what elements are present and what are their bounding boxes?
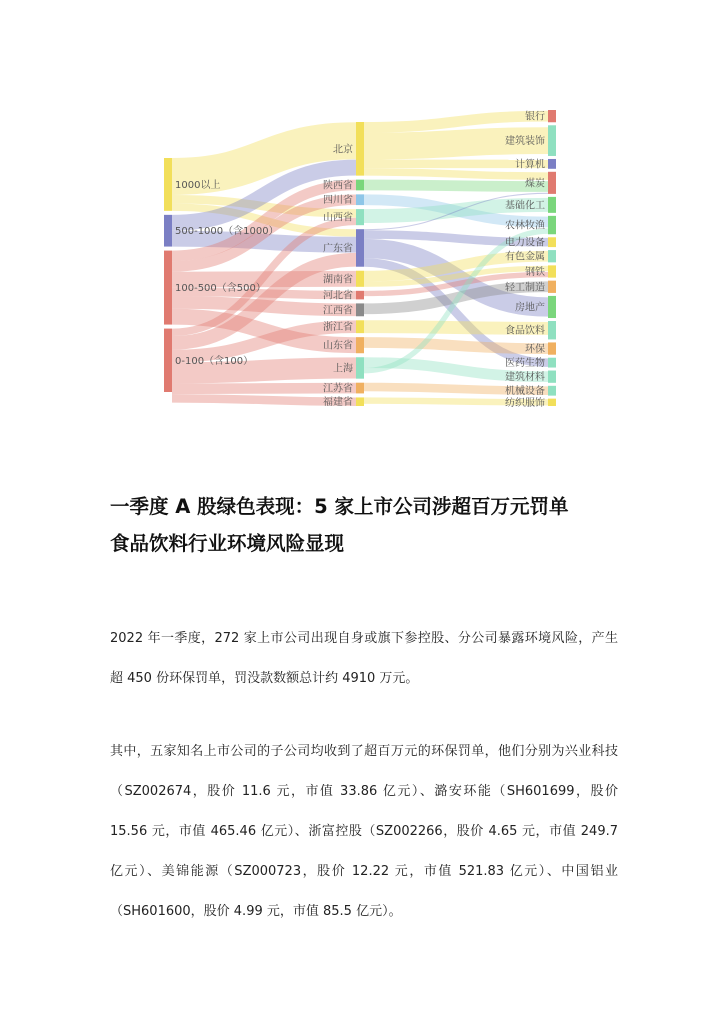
sankey-label-middle-1: 陕西省 [323, 180, 353, 192]
sankey-node-middle-10 [356, 357, 364, 378]
sankey-label-middle-3: 山西省 [323, 212, 353, 224]
sankey-label-right-1: 建筑装饰 [505, 136, 545, 148]
sankey-node-middle-0 [356, 122, 364, 176]
sankey-node-middle-7 [356, 303, 364, 316]
sankey-node-right-2 [548, 159, 556, 169]
sankey-link-left-middle-14 [172, 368, 356, 373]
sankey-label-right-6: 电力设备 [505, 237, 545, 249]
sankey-chart [150, 100, 570, 420]
sankey-node-left-2 [164, 251, 172, 325]
sankey-node-middle-3 [356, 209, 364, 225]
sankey-link-middle-right-0 [364, 116, 548, 127]
sankey-node-middle-12 [356, 397, 364, 406]
article-headline-line2: 食品饮料行业环境风险显现 [110, 532, 345, 555]
sankey-node-middle-4 [356, 229, 364, 267]
sankey-node-middle-11 [356, 383, 364, 394]
sankey-node-right-13 [548, 358, 556, 368]
sankey-link-middle-right-4 [364, 185, 548, 187]
sankey-label-right-7: 有色金属 [505, 251, 545, 263]
sankey-label-middle-2: 四川省 [323, 195, 353, 207]
sankey-node-right-14 [548, 371, 556, 383]
sankey-label-middle-6: 河北省 [323, 290, 353, 302]
sankey-node-right-10 [548, 296, 556, 318]
sankey-node-left-0 [164, 158, 172, 211]
sankey-node-right-16 [548, 399, 556, 406]
article-paragraph-1: 2022 年一季度，272 家上市公司出现自身或旗下参控股、分公司暴露环境风险，产生超 450 份环保罚单，罚没款数额总计约 4910 万元。 [110, 631, 618, 686]
sankey-node-middle-1 [356, 180, 364, 191]
sankey-node-left-3 [164, 329, 172, 392]
sankey-label-right-15: 机械设备 [505, 386, 545, 398]
sankey-node-right-3 [548, 172, 556, 194]
sankey-label-middle-8: 浙江省 [323, 322, 353, 334]
sankey-link-middle-right-16 [364, 343, 548, 349]
sankey-label-right-13: 医药生物 [505, 358, 545, 370]
sankey-label-right-5: 农林牧渔 [505, 220, 545, 232]
sankey-label-right-3: 煤炭 [525, 178, 545, 190]
sankey-label-middle-4: 广东省 [323, 243, 353, 255]
sankey-label-middle-5: 湖南省 [323, 274, 353, 286]
sankey-node-right-1 [548, 125, 556, 156]
sankey-label-right-10: 房地产 [515, 302, 545, 314]
sankey-label-right-16: 纺织服饰 [505, 397, 545, 409]
sankey-label-right-12: 环保 [525, 344, 545, 356]
sankey-node-right-15 [548, 386, 556, 396]
sankey-label-middle-11: 江苏省 [323, 383, 353, 395]
sankey-link-middle-right-3 [364, 172, 548, 176]
sankey-node-right-8 [548, 265, 556, 277]
sankey-node-right-5 [548, 216, 556, 234]
sankey-label-left-3: 0-100（含100） [175, 355, 254, 367]
sankey-label-middle-7: 江西省 [323, 305, 353, 317]
article-headline-line1: 一季度 A 股绿色表现：5 家上市公司涉超百万元罚单 [110, 495, 569, 518]
sankey-label-right-9: 轻工制造 [505, 282, 545, 294]
sankey-node-middle-8 [356, 320, 364, 333]
sankey-label-right-2: 计算机 [515, 159, 545, 171]
sankey-node-middle-6 [356, 291, 364, 300]
sankey-node-middle-9 [356, 337, 364, 353]
sankey-node-right-11 [548, 321, 556, 339]
sankey-label-middle-12: 福建省 [323, 397, 353, 409]
sankey-label-left-1: 500-1000（含1000） [175, 226, 279, 238]
sankey-node-middle-2 [356, 194, 364, 205]
sankey-label-right-11: 食品饮料 [505, 325, 545, 337]
sankey-label-right-8: 钢铁 [525, 267, 545, 279]
sankey-node-right-7 [548, 250, 556, 262]
sankey-node-middle-5 [356, 271, 364, 287]
article-paragraph-2: 其中，五家知名上市公司的子公司均收到了超百万元的环保罚单，他们分别为兴业科技（SZ002674，股价 11.6 元，市值 33.86 亿元）、潞安环能（SH601699，股价 15.56 元，市值 465.46 亿元）、浙富控股（SZ002266，股价 4.65 元，市值 249.7 亿元）、美锦能源（SZ000723，股价 12.22 元，市值 521.83 亿元）、中国铝业（SH601600，股价 4.99 元，市值 85.5 亿元）。 [110, 744, 618, 919]
sankey-label-middle-9: 山东省 [323, 340, 353, 352]
sankey-label-middle-10: 上海 [333, 363, 353, 375]
sankey-node-right-0 [548, 110, 556, 122]
sankey-label-left-0: 1000以上 [175, 179, 221, 191]
sankey-label-right-4: 基础化工 [505, 200, 545, 212]
sankey-label-right-14: 建筑材料 [505, 372, 545, 384]
sankey-node-right-9 [548, 281, 556, 293]
sankey-node-right-4 [548, 197, 556, 213]
sankey-label-middle-0: 北京 [333, 144, 353, 156]
sankey-node-right-12 [548, 342, 556, 354]
sankey-node-left-1 [164, 215, 172, 247]
sankey-node-right-6 [548, 237, 556, 247]
sankey-label-left-2: 100-500（含500） [175, 283, 266, 295]
sankey-label-right-0: 银行 [525, 111, 545, 123]
